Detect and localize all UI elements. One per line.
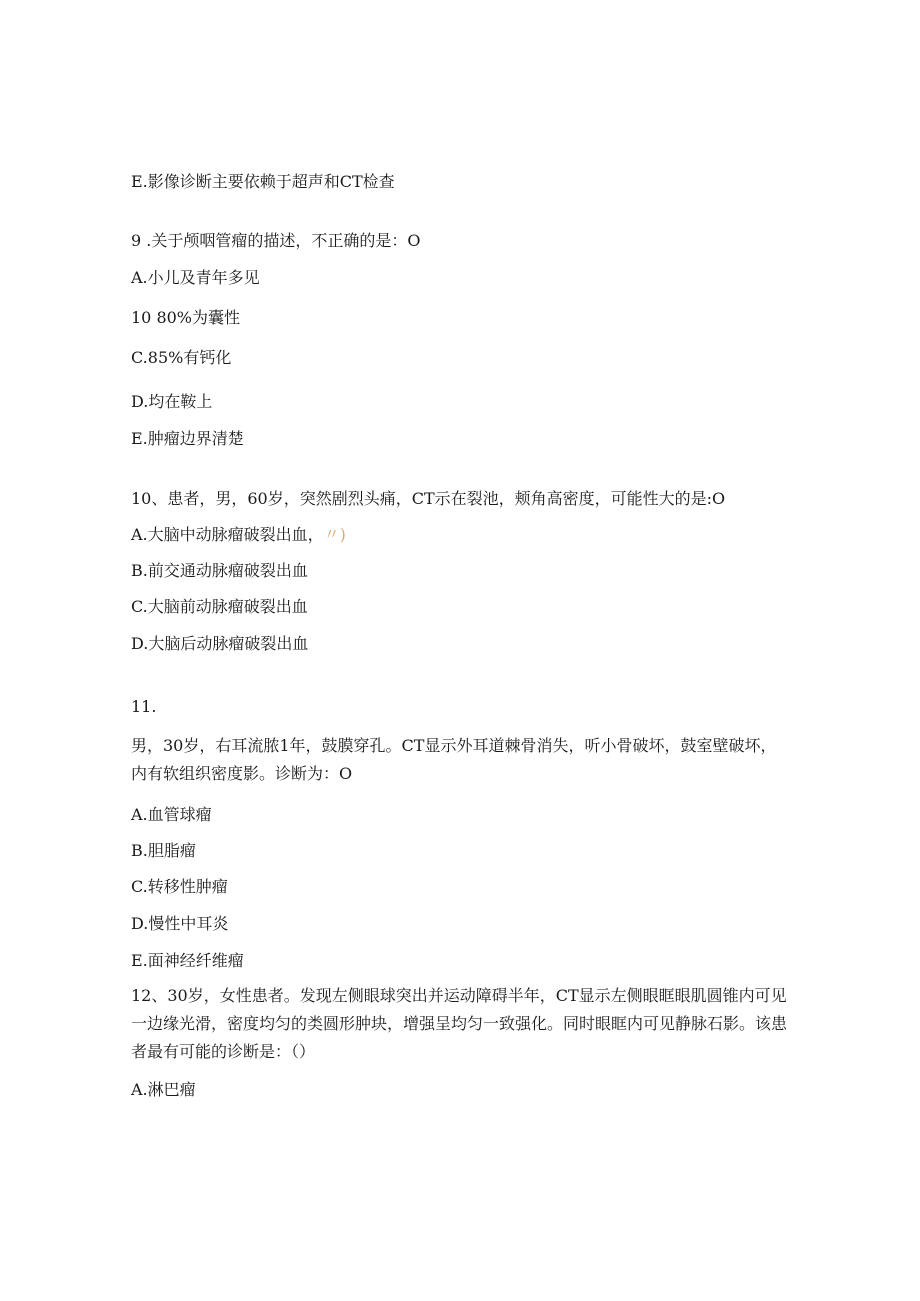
- q9-option-e: E.肿瘤边界清楚: [131, 429, 244, 448]
- q12-option-a: A.淋巴瘤: [131, 1080, 196, 1099]
- q11-option-b: B.胆脂瘤: [131, 841, 196, 860]
- q11-option-e: E.面神经纤维瘤: [131, 951, 244, 970]
- question-11-number: 11.: [131, 697, 157, 716]
- question-11: 男，30岁，右耳流脓1年，鼓膜穿孔。CT显示外耳道棘骨消失，听小骨破坏，鼓室壁破坏，内有软组织密度影。诊断为：O: [131, 736, 777, 783]
- q10-option-c: C.大脑前动脉瘤破裂出血: [131, 597, 308, 616]
- stray-mark: 〃): [323, 525, 346, 544]
- question-12: 12、30岁，女性患者。发现左侧眼球突出并运动障碍半年，CT显示左侧眼眶眼肌圆锥内可见一边缘光滑，密度均匀的类圆形肿块，增强呈均匀一致强化。同时眼眶内可见静脉石影。该患者最有可能的诊断是：（）: [131, 986, 788, 1061]
- q11-option-a: A.血管球瘤: [131, 805, 212, 824]
- q9-option-a: A.小儿及青年多见: [131, 268, 260, 287]
- q9-option-b: 10 80%为囊性: [131, 308, 241, 327]
- q9-option-d: D.均在鞍上: [131, 392, 213, 411]
- q10-option-b: B.前交通动脉瘤破裂出血: [131, 561, 308, 580]
- q10-option-a: [131, 525, 346, 545]
- option-e-line: E.影像诊断主要依赖于超声和CT检查: [131, 172, 395, 191]
- q11-option-d: D.慢性中耳炎: [131, 914, 229, 933]
- q11-option-c: C.转移性肿瘤: [131, 877, 228, 896]
- question-10: 10、患者，男，60岁，突然剧烈头痛，CT示在裂池，颊角高密度，可能性大的是:O: [131, 489, 726, 508]
- q10-option-d: D.大脑后动脉瘤破裂出血: [131, 634, 309, 653]
- q10-option-a-text: A.大脑中动脉瘤破裂出血，: [131, 525, 324, 544]
- q9-option-c: C.85%有钙化: [131, 348, 232, 367]
- question-9: 9 .关于颅咽管瘤的描述，不正确的是：O: [131, 231, 421, 250]
